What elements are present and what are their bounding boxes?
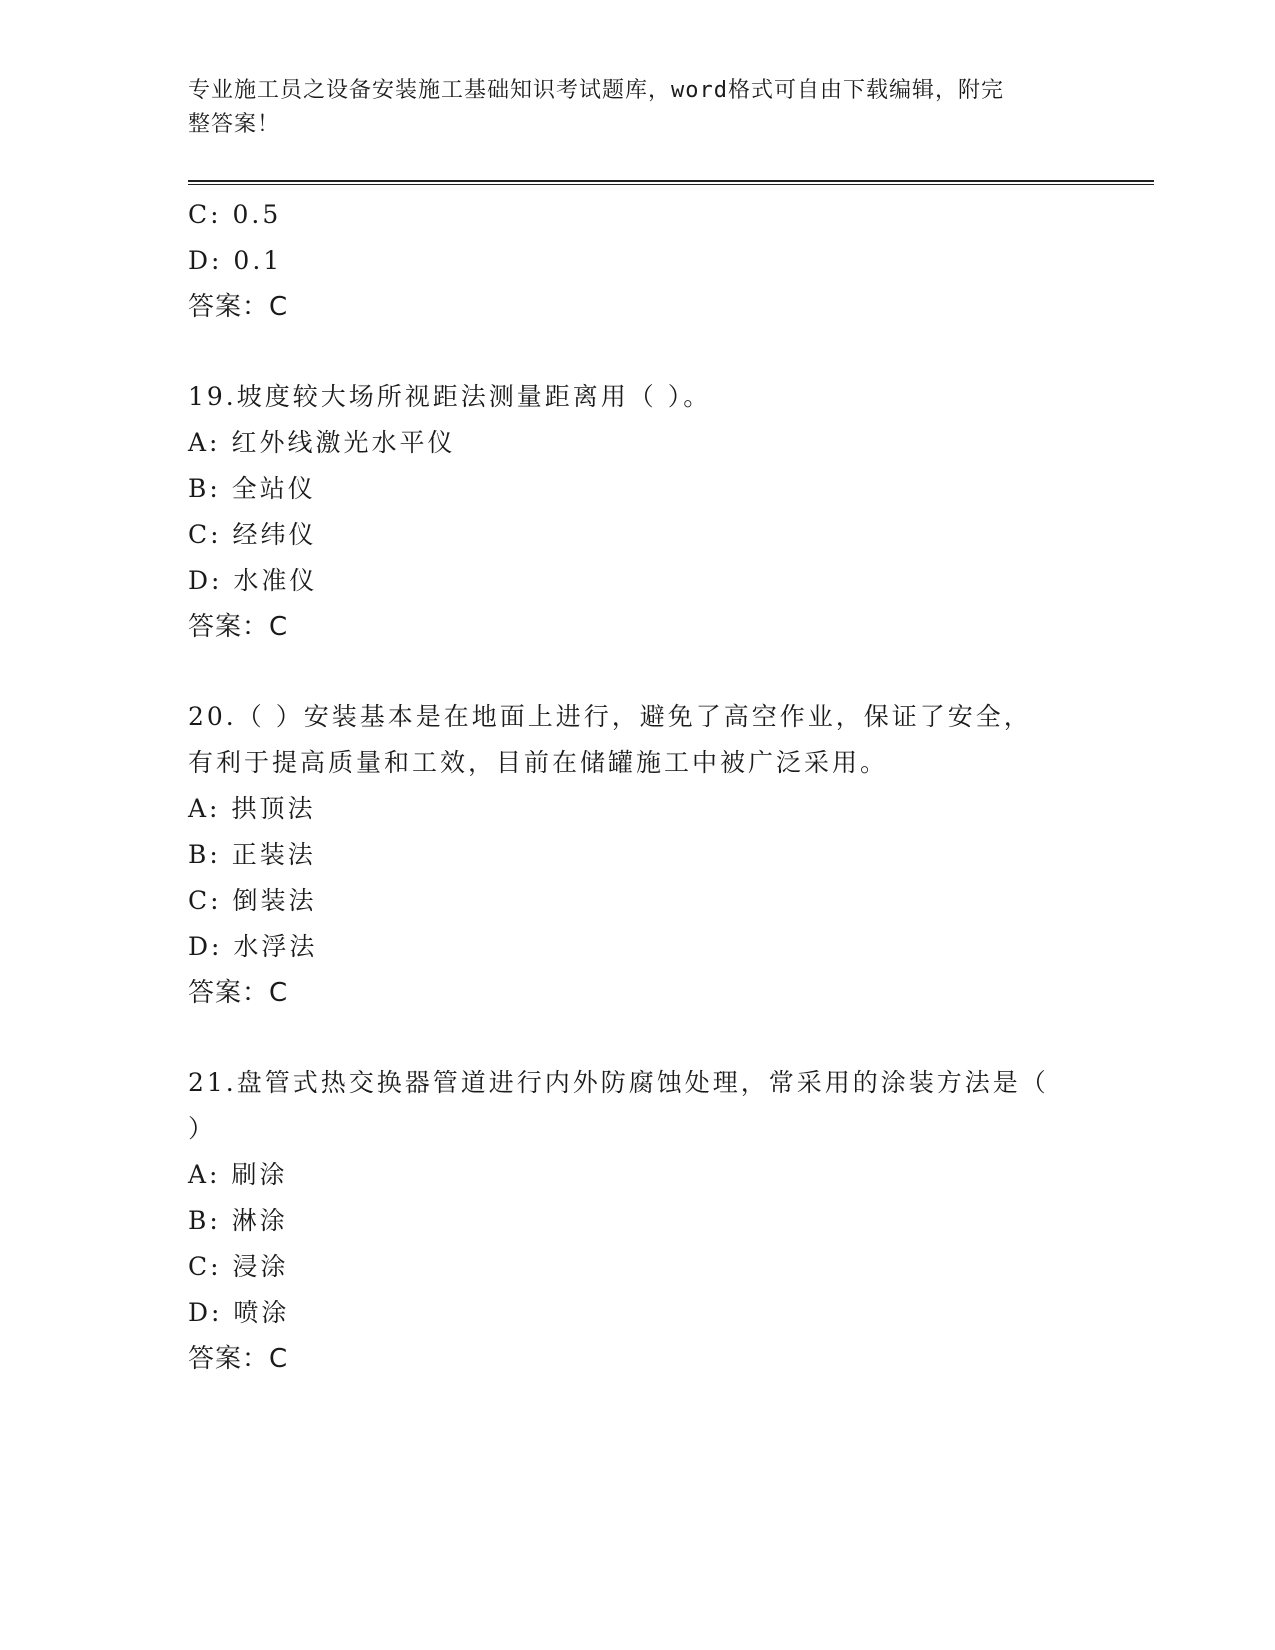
option-key: D:	[188, 1298, 223, 1327]
carryover-block	[188, 192, 1088, 330]
answer-line: 答案：C	[188, 292, 289, 322]
option-text: 水浮法	[233, 932, 318, 961]
document-body	[188, 192, 1088, 1382]
option-key: C:	[188, 886, 222, 915]
option-text: 全站仪	[231, 474, 316, 503]
option-text: 喷涂	[233, 1298, 290, 1327]
header-line-1: 专业施工员之设备安装施工基础知识考试题库，word格式可自由下载编辑，附完	[188, 78, 1004, 103]
option-key: A:	[188, 794, 221, 823]
answer-line: 答案：C	[188, 1344, 289, 1374]
header-divider	[188, 180, 1154, 185]
option-text: 0.1	[233, 246, 283, 275]
question-line: 20.（ ）安装基本是在地面上进行，避免了高空作业，保证了安全，	[188, 702, 1032, 731]
option-key: B:	[188, 474, 221, 503]
question-line: 有利于提高质量和工效，目前在储罐施工中被广泛采用。	[188, 748, 889, 777]
option-text: 0.5	[232, 200, 282, 229]
question-20	[188, 694, 1088, 1016]
option-c	[188, 512, 1088, 558]
option-key: B:	[188, 840, 221, 869]
question-text	[188, 694, 1088, 786]
option-key: B:	[188, 1206, 221, 1235]
option-text: 正装法	[231, 840, 316, 869]
option-a	[188, 786, 1088, 832]
option-text: 水准仪	[233, 566, 318, 595]
option-text: 拱顶法	[231, 794, 316, 823]
question-line: 19.坡度较大场所视距法测量距离用（ ）。	[188, 382, 712, 411]
option-key: C:	[188, 520, 222, 549]
question-line: 21.盘管式热交换器管道进行内外防腐蚀处理，常采用的涂装方法是（	[188, 1068, 1049, 1097]
option-text: 红外线激光水平仪	[231, 428, 456, 457]
option-text: 经纬仪	[232, 520, 317, 549]
question-19	[188, 374, 1088, 650]
option-text: 刷涂	[231, 1160, 288, 1189]
question-text	[188, 1060, 1088, 1152]
option-key: C:	[188, 200, 222, 229]
option-key: A:	[188, 1160, 221, 1189]
option-d	[188, 924, 1088, 970]
option-text: 倒装法	[232, 886, 317, 915]
answer-line: 答案：C	[188, 612, 289, 642]
option-text: 浸涂	[232, 1252, 289, 1281]
option-a	[188, 1152, 1088, 1198]
question-21	[188, 1060, 1088, 1382]
option-text: 淋涂	[231, 1206, 288, 1235]
option-a	[188, 420, 1088, 466]
option-d	[188, 1290, 1088, 1336]
option-key: A:	[188, 428, 221, 457]
option-c	[188, 192, 1088, 238]
question-text	[188, 374, 1088, 420]
option-b	[188, 466, 1088, 512]
option-key: C:	[188, 1252, 222, 1281]
page-header	[188, 74, 1068, 142]
option-b	[188, 832, 1088, 878]
option-c	[188, 878, 1088, 924]
answer-line: 答案：C	[188, 978, 289, 1008]
option-key: D:	[188, 932, 223, 961]
option-d	[188, 558, 1088, 604]
option-c	[188, 1244, 1088, 1290]
option-key: D:	[188, 246, 223, 275]
header-line-2: 整答案！	[188, 112, 281, 137]
option-d	[188, 238, 1088, 284]
option-b	[188, 1198, 1088, 1244]
option-key: D:	[188, 566, 223, 595]
question-line: ）	[188, 1114, 217, 1143]
